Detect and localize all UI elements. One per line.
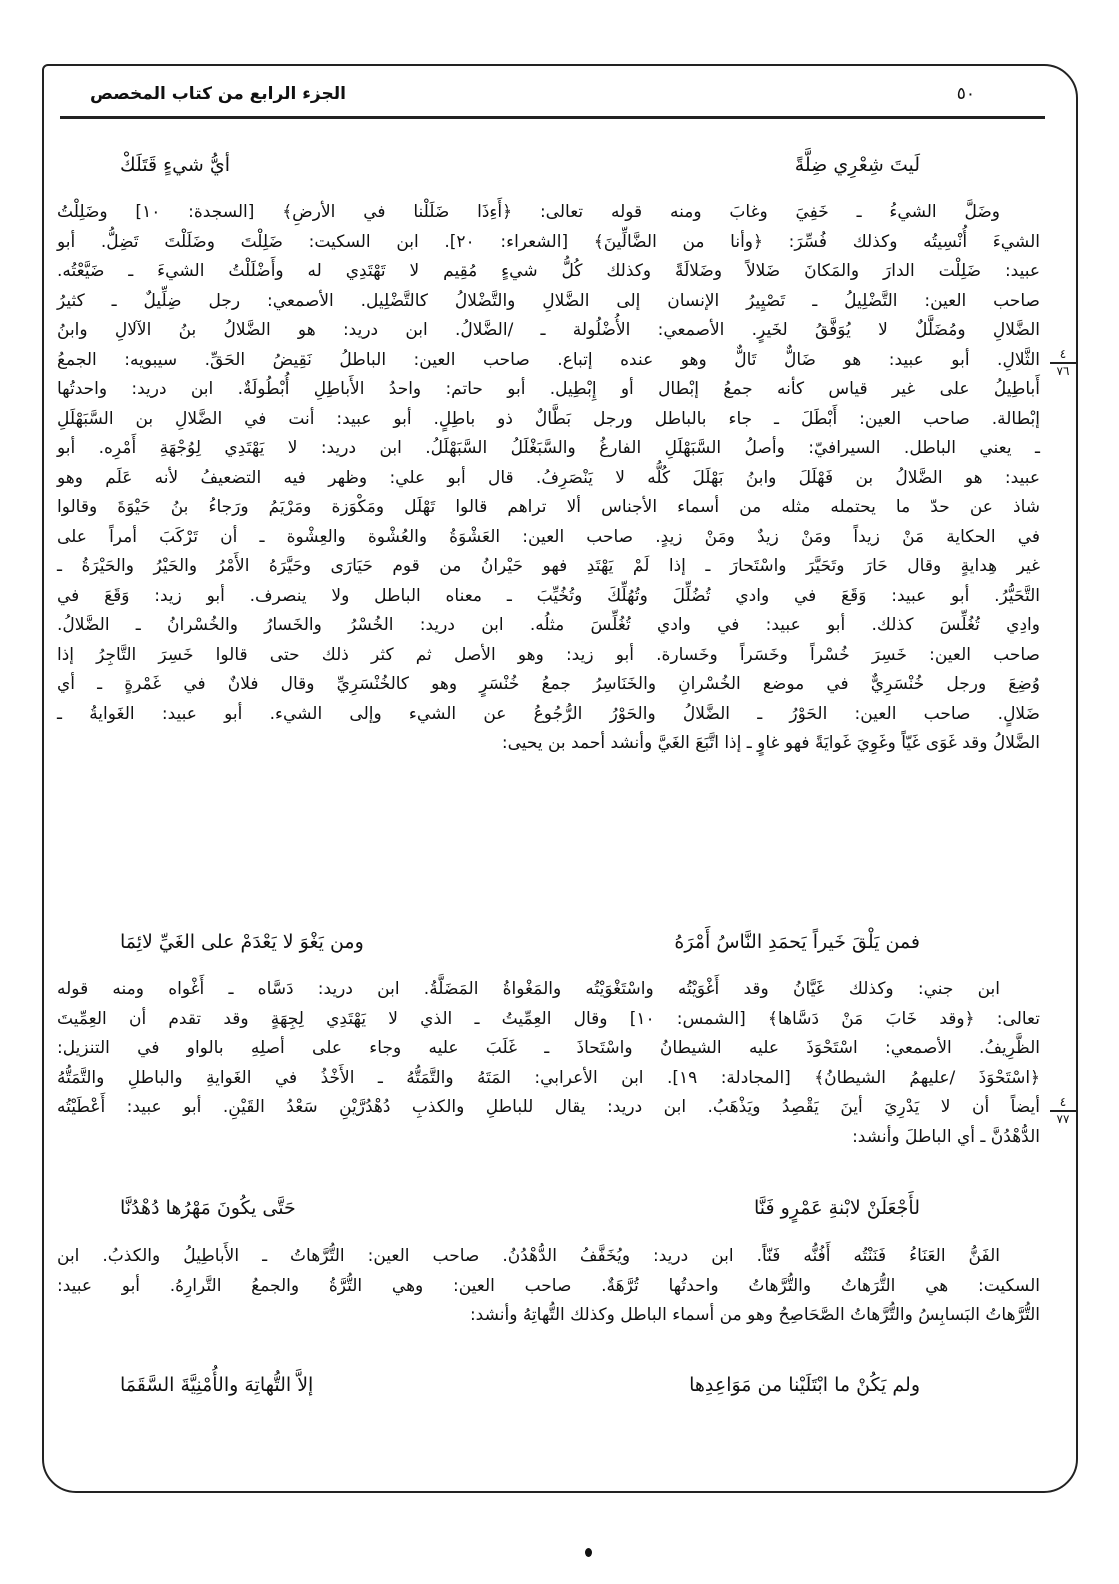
text-line: الدُّهْدُنَّ ـ أي الباطلَ وأنشد: [852, 1126, 1040, 1147]
verse-hemistich: ومن يَغْوَ لا يَعْدَمْ على الغَيِّ لائِمَا [120, 931, 364, 953]
note-denominator: ٧٦ [1056, 363, 1070, 378]
text-line: ابن جني: وكذلك غَيَّانُ وقد أَغْوَيْتُه واسْتَغْوَيْتُه والمَغْواةُ المَضَلَّةُ. ابن دريد: دَسَّاه ـ أَغْواه ومنه قوله [57, 979, 1000, 999]
text-line: أيضاً أن لا يَدْرِيَ أينَ يَقْصِدُ ويَذْهَبُ. ابن دريد: يقال للباطلِ والكذبِ دُهْدُرَّيْنِ سَعْدُ القَيْنِ. أبو عبيد: أَعْطَيْتُه [57, 1097, 1040, 1117]
text-line: غير هِدايةٍ وقال حَارَ وتَحَيَّرَ واسْتَحارَ ـ إذا لَمْ يَهْتَدِ فهو حَيْرانُ من قوم حَيَارَى وحَيَّرَهُ الأَمْرُ والحَيْرُ والحَيْرَةُ ـ [57, 556, 1040, 576]
text-line: إبْطالة. صاحب العين: أَبْطَلَ ـ جاء بالباطل ورجل بَطَّالٌ ذو باطِلٍ. أبو عبيد: أنت في الضَّلالِ بن السَّبَهْلَلِ [57, 408, 1040, 429]
paragraph-3 [57, 1242, 1040, 1331]
verse-hemistich: أيُّ شيءٍ قَتَلَكْ [120, 154, 231, 176]
text-line: وضَلَّ الشيءُ ـ خَفِيَ وغابَ ومنه قوله تعالى: ﴿أَءِذَا ضَلَلْنا في الأرضِ﴾ [السجدة: ١٠] وضَلِلْتُ [57, 202, 1000, 222]
text-line: وُضِعَ ورجل خُنْسَرِيٌّ في موضع الخُسْرانِ والخَنَاسِرُ جمعُ خُنْسَرٍ وهو كالخُنْسَرِيِّ وقال فلانٌ في غَمْرةٍ ـ أي [57, 674, 1040, 694]
text-line: صاحب العين: خَسِرَ خُسْراً وخَسَراً وخَسارة. أبو زيد: وهو الأصل ثم كثر ذلك حتى قالوا خَسِرَ التَّاجِرُ إذا [57, 644, 1040, 665]
margin-note-76 [1050, 348, 1076, 378]
text-line: صاحب العين: التَّضْلِيلُ ـ تَصْيِيرُ الإنسان إلى الضَّلالِ والتَّضْلالُ كالتَّضْلِيل. الأصمعي: رجل ضِلِّيلٌ ـ كثيرُ [57, 290, 1040, 311]
text-line: وادِي تُغُلِّسَ كذلك. أبو عبيد: في وادي تُغُلِّسَ مثلُه. ابن دريد: الخُسْرُ والخَسارُ والخُسْرانُ ـ الضَّلالُ. [57, 615, 1040, 635]
text-line: الشيءَ أُنْسِيتُه وكذلك فُسِّرَ: ﴿وأنا من الضَّالِّينَ﴾ [الشعراء: ٢٠]. ابن السكيت: ضَلِلْتَ وضَلَلْتَ تَضِلُّ. أبو [57, 231, 1041, 252]
verse-hemistich: حَتَّى يكُونَ مَهْرُها دُهْدُنَّا [120, 1197, 296, 1219]
header-rule [60, 116, 1045, 119]
book-title: الجزء الرابع من كتاب المخصص [90, 84, 346, 104]
note-numerator: ٤ [1059, 1095, 1067, 1109]
verse-hemistich: إلاَّ التُّهاتِهَ والأُمْنِيَّةَ السَّقَمَا [120, 1374, 314, 1396]
text-line: شاذ عن حدّ ما يحتمله مثله من أسماء الأجناس ألا تراهم قالوا تَهْلَل ومَكْوَزة ومَرْيَمُ ورَجاءُ بنُ حَيْوَةَ وقالوا [57, 497, 1040, 517]
paragraph-2 [57, 975, 1040, 1152]
text-line: التُّرَّهاتُ البَسابِسُ والتُّرَّهاتُ الصَّحَاصِحُ وهو من أسماء الباطل وكذلك التُّهاتِهُ وأنشد: [469, 1305, 1040, 1325]
text-line: تعالى: ﴿وقد خَابَ مَنْ دَسَّاها﴾ [الشمس: ١٠] وقال العِمِّيتُ ـ الذي لا يَهْتَدِي لِجِهَةٍ وقد تقدم أن العِمِّيتَ [57, 1008, 1040, 1029]
paragraph-1 [57, 198, 1040, 759]
verse-hemistich: لأَجْعَلَنْ لابْنةِ عَمْرٍو فَنَّا [754, 1197, 920, 1219]
verse-4 [120, 1370, 920, 1400]
text-line: ـ يعني الباطل. السيرافيّ: وأصلُ السَّبَهْلَلِ الفارغُ والسَّبَغْلَلُ السَّبَهْلَلُ. ابن دريد: لا يَهْتَدِي لِوُجْهَةِ أَمْرِه. أبو [57, 438, 1040, 458]
text-line: السكيت: هي التُّرَهاتُ والتُّرَّهاتُ واحدتُها تُرَّهَةٌ. صاحب العين: وهي التُّرَّةُ والجمعُ التَّرارِهُ. أبو عبيد: [57, 1275, 1040, 1296]
text-line: في الحكاية مَنْ زيداً ومَنْ زيدٌ ومَنْ زيدٍ. صاحب العين: العَشْوَةُ والعُشْوة والعِشْوة ـ أن تَرْكَبَ أمراً على [57, 526, 1040, 547]
verse-hemistich: ولم يَكُنْ ما ابْتَلَيْنا من مَوَاعِدِها [689, 1374, 920, 1396]
scan-speck [585, 1548, 592, 1557]
note-denominator: ٧٧ [1056, 1111, 1070, 1126]
text-line: الثَّلالِ. أبو عبيد: هو ضَالٌّ تَالٌّ وهو عنده إتباع. صاحب العين: الباطلُ نَقِيضُ الحَقِّ. سيبويه: الجمعُ [57, 349, 1040, 370]
text-line: الظَّرِيفُ. الأصمعي: اسْتَحْوَذَ عليه الشيطانُ واسْتَحاذَ ـ غَلَبَ عليه وجاء على أصلِهِ بالواو في التنزيل: [57, 1038, 1040, 1058]
text-line: عبيد: هو الضَّلالُ بن فَهْلَلَ وابنُ بَهْلَلَ كُلُّه لا يَنْصَرِفُ. قال أبو علي: وظهر فيه التضعيفُ لأنه عَلَم وهو [57, 467, 1040, 488]
running-header [60, 78, 1050, 114]
text-line: ضَلالٍ. صاحب العين: الحَوْرُ ـ الضَّلالُ والحَوْرُ الرُّجُوعُ عن الشيء وإلى الشيء. أبو عبيد: الغَوايةُ ـ [57, 703, 1040, 724]
page-number: ٥٠ [956, 84, 975, 104]
text-line: ﴿اسْتَحْوَذَ /عليهمُ الشيطانُ﴾ [المجادلة: ١٩]. ابن الأعرابي: المَتَهُ والتَّمَتُّهُ ـ الأَخْذُ في الغَوايةِ والباطلِ والتَّمَتُّهُ [57, 1067, 1041, 1088]
verse-1 [120, 150, 920, 180]
text-line: الفَنُّ العَنَاءُ فَنَنْتُه أَفُنُّه فَنّاً. ابن دريد: ويُخَفَّفُ الدُّهْدُنُ. صاحب العين: التُّرَّهاتُ ـ الأَباطِيلُ والكذبُ. ابن [57, 1246, 1000, 1266]
margin-note-77 [1050, 1096, 1076, 1126]
note-numerator: ٤ [1059, 347, 1067, 361]
text-line: الضَّلالِ ومُضَلَّلٌ لا يُوَفَّقُ لخَيرٍ. الأصمعي: الأُضْلُولة ـ /الضَّلالُ. ابن دريد: هو الضَّلالُ بنُ الآلالِ وابنُ [57, 320, 1040, 340]
text-line: التَّحَيُّرُ. أبو عبيد: وَقَعَ في وادي تُضُلِّلَ وتُهُلِّكَ وتُخُيِّبَ ـ معناه الباطل ولا ينصرف. أبو زيد: وَقَعَ في [57, 585, 1040, 606]
text-line: الضَّلالُ وقد غَوَى غَيّاً وغَوِيَ غَوايَةً فهو غاوٍ ـ إذا اتَّبَعَ الغَيَّ وأنشد أحمد بن يحيى: [501, 733, 1040, 753]
text-line: عبيد: ضَلِلْت الدارَ والمَكانَ ضَلالاً وضَلالَةً وكذلك كُلُّ شيءٍ مُقِيم لا تَهْتَدِي له وأَضْلَلْتُ الشيءَ ـ ضَيَّعْتُه. [57, 261, 1040, 281]
verse-3 [120, 1193, 920, 1223]
verse-hemistich: لَيتَ شِعْرِي ضِلَّةً [794, 154, 920, 176]
verse-hemistich: فمن يَلْقَ خَيراً يَحمَدِ النَّاسُ أَمْرَهُ [674, 931, 920, 953]
verse-2 [120, 927, 920, 957]
text-line: أَباطِيلُ على غير قياس كأنه جمعُ إبْطال أو إِبْطِيل. أبو حاتم: واحدُ الأَباطِلِ أُبْطُولَةٌ. ابن دريد: واحدتُها [57, 379, 1040, 399]
